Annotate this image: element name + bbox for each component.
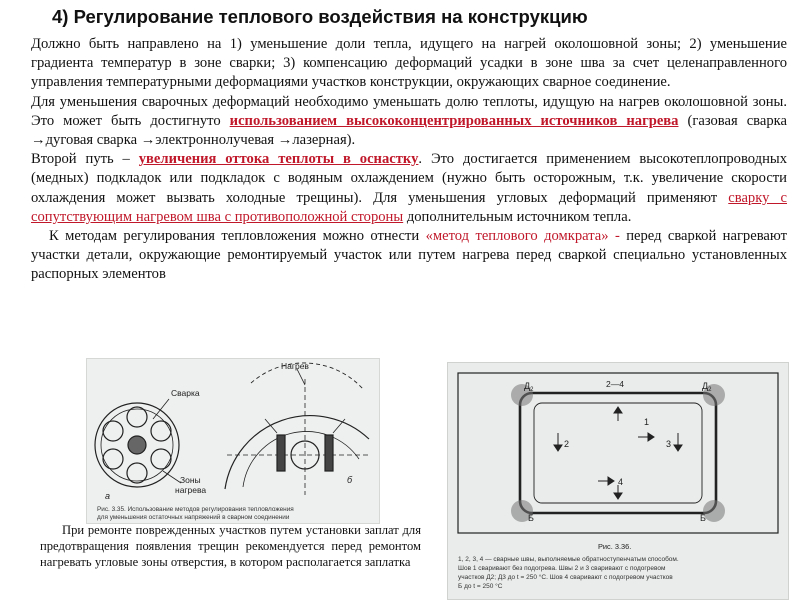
text-segment: перед сваркой нагревают участки детали, окружающие ремонтируемый участок или путем нагрева перед сваркой специально установленных распорных элементов: [31, 228, 787, 283]
label-svarka: Сварка: [171, 388, 200, 398]
label-nagrev: Нагрев: [281, 361, 309, 371]
label-d-right: $Д_2$: [702, 381, 712, 393]
label-b-right: Б: [700, 513, 706, 523]
label-weld-1: 1: [644, 417, 650, 427]
text-segment: дополнительным источником тепла.: [403, 208, 632, 225]
label-weld-3: 3: [666, 439, 672, 449]
figure-heat-regulation-drawing: [87, 359, 379, 523]
patch-outline: [458, 373, 778, 533]
figure-caption-l1: 1, 2, 3, 4 — сварные швы, выполняемые обратноступенчатым способом.: [458, 556, 679, 563]
paragraph-heat-sources: [31, 93, 787, 151]
highlight-counter-heating: сварку с сопутствующим нагревом шва с противоположной стороны: [31, 189, 787, 225]
label-weld-2: 2: [564, 439, 570, 449]
figure-caption-line1: Рис. 3.35. Использование методов регулирования тепловложения: [97, 506, 294, 513]
paragraph-heat-outflow: [31, 150, 787, 227]
figure-caption-line2: для уменьшения остаточных напряжений в сварном соединении: [97, 514, 290, 521]
highlight-concentrated-sources: использованием высококонцентрированных источников нагрева: [229, 112, 679, 129]
label-nagreva: нагрева: [175, 485, 207, 495]
heated-zones: [511, 384, 725, 522]
text-segment: (газовая сварка →дуговая сварка →электроннолучевая →лазерная).: [31, 112, 787, 149]
patch-repair-text: При ремонте поврежденных участков путем установки заплат для предотвращения появления трещин рекомендуется перед ремонтом нагревать угловые зоны отверстия, в котором располагается заплатка: [40, 523, 421, 569]
figure-patch-welding-drawing: [448, 363, 788, 599]
label-2-4: 2—4: [606, 379, 624, 389]
figure-heat-regulation: [86, 358, 380, 524]
text-segment: Второй путь –: [31, 151, 139, 168]
highlight-heat-jack: «метод теплового домкрата» -: [425, 228, 620, 245]
label-b: б: [347, 475, 353, 485]
label-zony: Зоны: [180, 475, 201, 485]
highlight-heat-outflow: увеличения оттока теплоты в оснастку: [138, 151, 419, 168]
diagram-a-disk: [95, 399, 181, 487]
slide-title: 4) Регулирование теплового воздействия на конструкцию: [52, 6, 588, 27]
patch-repair-note: [40, 522, 421, 570]
text-segment: . Это достигается применением высокотеплопроводных (медных) подкладок или подкладок с водяным охлаждением (нужно быть осторожным, т.к. увеличение скорости охлаждения может вызвать холодные трещины). Для уменьшения угловых деформаций применяют: [31, 151, 787, 206]
text-segment: К методам регулирования тепловложения можно отнести: [49, 228, 426, 245]
paragraph-heat-jack: [31, 227, 787, 285]
figure-caption-title: Рис. 3.36.: [598, 542, 632, 551]
paragraph-goals: Должно быть направлено на 1) уменьшение доли тепла, идущего на нагрей околошовной зоны; 2) уменьшение градиента температур в зоне сварки; 3) компенсацию деформаций усадки в зоне шва за счет целенаправленного управления температурными деформациями участков конструкции, окружающих сварное соединение.: [31, 36, 787, 91]
figure-caption-l2: Шов 1 сваривают без подогрева. Швы 2 и 3 сваривают с подогревом: [458, 565, 666, 572]
body-text: [31, 35, 787, 285]
label-b-left: Б: [528, 513, 534, 523]
label-d-left: $Д_2$: [524, 381, 534, 393]
label-weld-4: 4: [618, 477, 624, 487]
figure-caption-l4: Б до t = 250 °С: [458, 583, 503, 590]
figure-patch-welding: [447, 362, 789, 600]
figure-caption-l3: участков Д2; Д3 до t = 250 °С. Шов 4 сваривают с подогревом участков: [458, 574, 673, 581]
text-segment: Для уменьшения сварочных деформаций необходимо уменьшать долю теплоты, идущую на нагрев околошовной зоны. Это может быть достигнуто: [31, 93, 787, 129]
label-a: а: [105, 491, 111, 501]
